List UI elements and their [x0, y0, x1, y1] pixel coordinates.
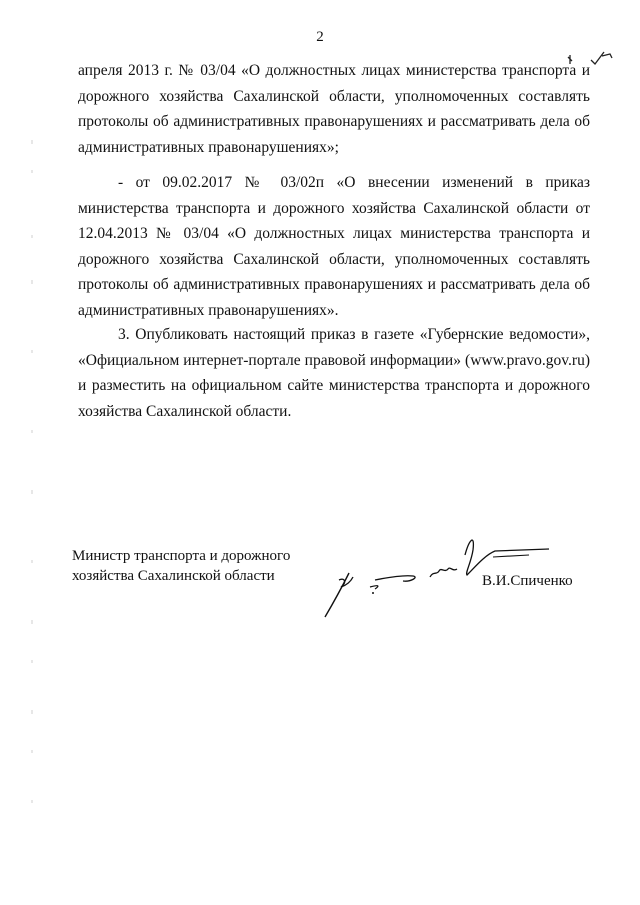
- paragraph-amendment-reference: - от 09.02.2017 № 03/02п «О внесении изменений в приказ министерства транспорта и дорожного хозяйства Сахалинской области от 12.04.2013 № 03/04 «О должностных лицах министерства транспорта и дорожного хозяйства Сахалинской области, уполномоченных составлять протоколы об административных правонарушениях и рассматривать дела об административных правонарушениях».: [78, 174, 590, 319]
- page-number: 2: [316, 29, 324, 45]
- signature-position-block: [72, 546, 290, 586]
- signature-position-line2: хозяйства Сахалинской области: [72, 568, 275, 584]
- paragraph-order-reference: апреля 2013 г. № 03/04 «О должностных лицах министерства транспорта и дорожного хозяйства Сахалинской области, уполномоченных составлять протоколы об административных правонарушениях и рассматривать дела об административных правонарушениях»;: [78, 62, 590, 156]
- margin-scan-ticks: [30, 140, 38, 845]
- paragraph-publication-clause: 3. Опубликовать настоящий приказ в газете «Губернские ведомости», «Официальном интернет-портале правовой информации» (www.pravo.gov.ru) и разместить на официальном сайте министерства транспорта и дорожного хозяйства Сахалинской области.: [78, 326, 590, 420]
- signer-name: В.И.Спиченко: [482, 573, 573, 589]
- signature-position-line1: Министр транспорта и дорожного: [72, 548, 291, 564]
